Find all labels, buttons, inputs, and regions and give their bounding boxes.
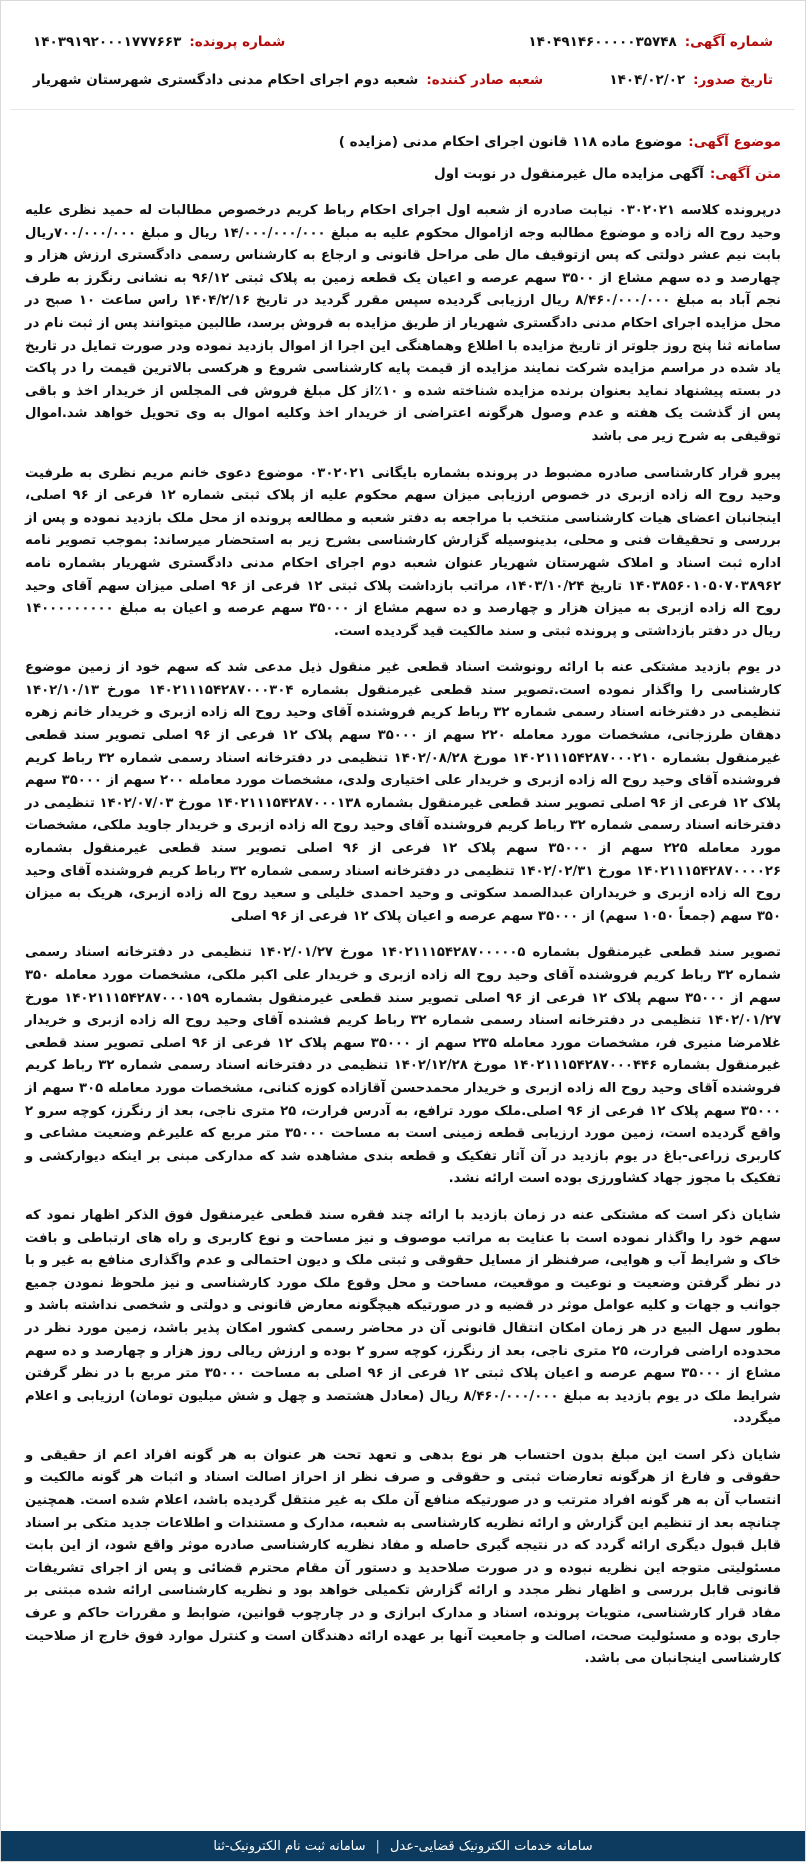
case-number-field: [33, 34, 285, 50]
ad-number-label: شماره آگهی:: [684, 34, 773, 50]
paragraph-valuation: شایان ذکر است که مشتکی عنه در زمان بازدید با ارائه چند فقره سند قطعی غیرمنقول فوق الذکر اظهار نمود که سهم خود را واگذار نموده است با عنایت به مراتب موصوف و نیز مساحت و نوع کاربری و راه های ارتباطی و بافت خاک و شرایط آب و هوایی، صرفنظر از مسایل حقوقی و ثبتی ملک و دیون احتمالی و عدم واگذاری منافع به غیر و با در نظر گرفتن وضعیت و نوعیت و موقعیت، مساحت و محل وقوع ملک مورد کارشناسی و نیز ملحوظ نمودن جمیع جوانب و جهات و کلیه عوامل موثر در قضیه و در صورتیکه هیچگونه معارض قانونی و دولتی و شخصی نداشته باشد و بطور سهل البیع در هر زمان امکان انتقال قانونی آن در محاضر رسمی کشور امکان پذیر باشد، زمین مورد نظر در محدوده اراضی فرارت، ۲۵ متری ناجی، بعد از رنگرز، کوچه سرو ۲ بوده و ارزش ریالی روز هزار و چهارصد و ده سهم مشاع از ۳۵۰۰۰ سهم عرصه و اعیان پلاک ثبتی ۱۲ فرعی از ۹۶ اصلی به مساحت ۳۵۰۰۰ متر مربع با در نظر گرفتن شرایط ملک در یوم بازدید به مبلغ ۸/۴۶۰/۰۰۰/۰۰۰ ریال (معادل هشتصد و چهل و شش میلیون تومان) ارزیابی و اعلام میگردد.: [25, 1207, 782, 1427]
footer-separator: |: [375, 1838, 380, 1854]
ad-number-field: [528, 34, 773, 50]
paragraph-auction-notice: درپرونده کلاسه ۰۳۰۲۰۲۱ نیابت صادره از شعبه اول اجرای احکام رباط کریم درخصوص مطالبات له حمید نظری علیه وحید روح اله زاده و موضوع مطالبه وجه ازاموال محکوم علیه به مبلغ ۱۴/۰۰۰/۰۰۰/۰۰۰ ریال و مبلغ ۷۰۰/۰۰۰/۰۰۰ریال بابت نیم عشر دولتی که پس ازتوقیف مال طی مراحل قانونی و ارجاع به کارشناس رسمی دادگستری ارزش هزار و چهارصد و ده سهم مشاع از ۳۵۰۰ سهم عرصه و اعیان یک قطعه زمین به پلاک ثبتی ۹۶/۱۲ به نشانی رنگرز به طرف نجم آباد به مبلغ ۸/۴۶۰/۰۰۰/۰۰۰ ریال ارزیابی گردیده سپس مقرر گردید در تاریخ ۱۴۰۴/۲/۱۶ راس ساعت ۱۰ صبح در محل مزایده اجرای احکام مدنی دادگستری شهریار از طریق مزایده به فروش برسد، طالبین میتوانند پس از ثبت نام در سامانه ثنا پنج روز جلوتر از تاریخ مزایده با اطلاع وهماهنگی این اجرا از اموال بازدید نموده ودر صورت تمایل در تاریخ یاد شده در مراسم مزایده شرکت نمایند مزایده از قیمت پایه کارشناسی شروع و هرکسی بالاترین قیمت را در پاکت در بسته پیشنهاد نماید بعنوان برنده مزایده شناخته شده و ۱۰٪از کل مبلغ فروش فی المجلس از خریدار اخذ و باقی پس از گذشت یک هفته و عدم وصول هرگونه اعتراضی از خریدار اخذ وکلیه اموال به وی تحویل خواهد شد.اموال توقیفی به شرح زیر می باشد: [25, 203, 782, 444]
header-row-1: [33, 23, 773, 61]
ad-text-value: آگهی مزایده مال غیرمنقول در نوبت اول: [433, 166, 704, 182]
announcement-header: [11, 7, 795, 110]
footer-link-sana[interactable]: سامانه ثبت نام الکترونیک-ثنا: [213, 1838, 366, 1854]
ad-subject-value: موضوع ماده ۱۱۸ قانون اجرای احکام مدنی (مزایده ): [338, 134, 683, 150]
issue-date-field: [609, 72, 773, 88]
issue-date-label: تاریخ صدور:: [693, 72, 773, 88]
paragraph-expert-report: پیرو قرار کارشناسی صادره مضبوط در پرونده بشماره بایگانی ۰۳۰۲۰۲۱ موضوع دعوی خانم مریم نظری به طرفیت وحید روح اله زاده ازبری در خصوص ارزیابی میزان سهم محکوم علیه از پلاک ثبتی شماره ۱۲ فرعی از ۹۶ اصلی، اینجانبان اعضای هیات کارشناسی منتخب با مراجعه به دفتر شعبه و مطالعه پرونده از محل ملک بازدید نموده و پس از بررسی و تحقیقات فنی و محلی، بدینوسیله گزارش کارشناسی بشرح زیر به استحضار میرساند: بموجب تصویر نامه اداره ثبت اسناد و املاک شهرستان شهریار عنوان شعبه دوم اجرای احکام مدنی دادگستری شهریار بشماره نامه ۱۴۰۳۸۵۶۰۱۰۵۰۷۰۳۸۹۶۲ تاریخ ۱۴۰۳/۱۰/۲۴، مراتب بازداشت پلاک ثبتی ۱۲ فرعی از ۹۶ اصلی میزان سهم آقای وحید روح اله زاده ازبری به میزان هزار و چهارصد و ده سهم مشاع از ۳۵۰۰۰ سهم عرصه و اعیان به مبلغ ۱۴۰۰۰۰۰۰۰۰۰ ریال در دفتر بازداشتی و پرونده ثبتی و سند مالکیت قید گردیده است.: [25, 465, 782, 639]
site-footer: [1, 1831, 805, 1861]
ad-subject-label: موضوع آگهی:: [688, 134, 781, 150]
issuing-branch-field: [33, 72, 543, 88]
issue-date-value: ۱۴۰۴/۰۲/۰۲: [609, 72, 686, 88]
issuing-branch-value: شعبه دوم اجرای احکام مدنی دادگستری شهرستان شهریار: [33, 72, 419, 88]
paragraph-disclaimer: شایان ذکر است این مبلغ بدون احتساب هر نوع بدهی و تعهد تحت هر عنوان به هر گونه افراد اعم از حقیقی و حقوقی و فارغ از هرگونه تعارضات ثبتی و حقوقی و صرف نظر از احراز اصالت اسناد و اثبات هر گونه مالکیت و انتساب آن به هر گونه افراد مترتب و در صورتیکه منافع آن ملک به غیر منتقل گردیده باشد، اعلام شده است. همچنین چنانچه بعد از تنظیم این گزارش و ارائه نظریه کارشناسی به شعبه، مدارک و مستندات و اطلاعات جدید متکی بر اسناد قابل قبول دیگری ارائه گردد که در نتیجه گیری حاصله و مفاد نظریه کارشناسی صادره موثر واقع شود، از این بابت مسئولیتی متوجه این نظریه نبوده و در صورت صلاحدید و دستور آن مقام محترم قضائی و پس از اجرای تشریفات قانونی قابل بررسی و اظهار نظر مجدد و ارائه گزارش تکمیلی خواهد بود و نظریه کارشناسی ارائه شده مبتنی بر مفاد قرار کارشناسی، متویات پرونده، اسناد و مدارک ابرازی و در چارچوب قوانین، ضوابط و مقررات حاکم و عرف جاری بوده و مسئولیت صحت، اصالت و جامعیت آنها بر عهده ارائه دهندگان است و کنترل موارد فوق خارج از صلاحیت کارشناسی اینجانبان می باشد.: [25, 1447, 781, 1667]
issuing-branch-label: شعبه صادر کننده:: [426, 72, 544, 88]
case-number-value: ۱۴۰۳۹۱۹۲۰۰۰۱۷۷۷۶۶۳: [33, 34, 182, 50]
footer-link-adl[interactable]: سامانه خدمات الکترونیک قضایی-عدل: [389, 1838, 593, 1854]
ad-text-label: متن آگهی:: [709, 166, 781, 182]
ad-subject: [25, 134, 781, 150]
case-number-label: شماره پرونده:: [189, 34, 286, 50]
ad-number-value: ۱۴۰۴۹۱۴۶۰۰۰۰۰۳۵۷۴۸: [528, 34, 677, 50]
paragraph-transfer-deeds: در یوم بازدید مشتکی عنه با ارائه رونوشت اسناد قطعی غیر منقول ذیل مدعی شد که سهم خود از زمین موضوع کارشناسی را واگذار نموده است.تصویر سند قطعی غیرمنقول بشماره ۱۴۰۲۱۱۱۵۴۲۸۷۰۰۰۳۰۴ مورخ ۱۴۰۲/۱۰/۱۳ تنظیمی در دفترخانه اسناد رسمی شماره ۳۲ رباط کریم فروشنده آقای وحید روح اله زاده ازبری و خریدار خانم زهره دهقان طرزجانی، مشخصات مورد معامله ۲۲۰ سهم از ۳۵۰۰۰ سهم پلاک ۱۲ فرعی از ۹۶ اصلی تصویر سند قطعی غیرمنقول بشماره ۱۴۰۲۱۱۱۵۴۲۸۷۰۰۰۲۱۰ مورخ ۱۴۰۲/۰۸/۲۸ تنظیمی در دفترخانه اسناد رسمی شماره ۳۲ رباط کریم فروشنده آقای وحید روح اله زاده ازبری و خریدار علی اختیاری ولدی، مشخصات مورد معامله ۲۰۰ سهم از ۳۵۰۰۰ سهم پلاک ۱۲ فرعی از ۹۶ اصلی تصویر سند قطعی غیرمنقول بشماره ۱۴۰۲۱۱۱۵۴۲۸۷۰۰۰۱۳۸ مورخ ۱۴۰۲/۰۷/۰۳ تنظیمی در دفترخانه اسناد رسمی شماره ۳۲ رباط کریم فروشنده آقای وحید روح اله زاده ازبری و خریدار جاوید ملکی، مشخصات مورد معامله ۲۲۵ سهم از ۳۵۰۰۰ سهم پلاک ۱۲ فرعی از ۹۶ اصلی تصویر سند قطعی غیرمنقول بشماره ۱۴۰۲۱۱۱۵۴۲۸۷۰۰۰۰۲۶ مورخ ۱۴۰۲/۰۲/۳۱ تنظیمی در دفترخانه اسناد رسمی شماره ۳۲ رباط کریم فروشنده آقای وحید روح اله زاده ازبری و خریداران عبدالصمد سکوتی و وحید احمدی خلیلی و سعید روح اله زاده ازبری، هریک به میزان ۳۵۰ سهم (جمعاً ۱۰۵۰ سهم) از ۳۵۰۰۰ سهم عرصه و اعیان پلاک ۱۲ فرعی از ۹۶ اصلی: [25, 660, 782, 924]
ad-text-heading: [25, 166, 781, 182]
announcement-body: [1, 110, 805, 1671]
paragraph-more-deeds: تصویر سند قطعی غیرمنقول بشماره ۱۴۰۲۱۱۱۵۴۲۸۷۰۰۰۰۰۵ مورخ ۱۴۰۲/۰۱/۲۷ تنظیمی در دفترخانه اسناد رسمی شماره ۳۲ رباط کریم فروشنده آقای وحید روح اله زاده ازبری و خریدار علی اکبر ملکی، مشخصات مورد معامله ۳۵۰ سهم از ۳۵۰۰۰ سهم پلاک ۱۲ فرعی از ۹۶ اصلی تصویر سند قطعی غیرمنقول بشماره ۱۴۰۲۱۱۱۵۴۲۸۷۰۰۰۱۵۹ مورخ ۱۴۰۲/۰۱/۲۷ تنظیمی در دفترخانه اسناد رسمی شماره ۳۲ رباط کریم فشنده آقای وحید روح اله زاده ازبری و خریدار غلامرضا منیری فر، مشخصات مورد معامله ۲۳۵ سهم از ۳۵۰۰۰ سهم پلاک ۱۲ فرعی از ۹۶ اصلی تصویر سند قطعی غیرمنقول بشماره ۱۴۰۲۱۱۱۵۴۲۸۷۰۰۰۴۴۶ مورخ ۱۴۰۲/۱۲/۲۸ تنظیمی در دفترخانه اسناد رسمی شماره ۳۲ رباط کریم فروشنده آقای وحید روح اله زاده ازبری و خریدار محمدحسن آقازاده کوزه کنانی، مشخصات مورد معامله ۳۰۵ سهم از ۳۵۰۰۰ سهم پلاک ۱۲ فرعی از ۹۶ اصلی.ملک مورد ترافع، به آدرس فرارت، ۲۵ متری ناجی، بعد از رنگرز، کوچه سرو ۲ واقع گردیده است، زمین مورد ارزیابی قطعه زمینی است به مساحت ۳۵۰۰۰ متر مربع که علیرغم وضعیت مشاعی و کاربری زراعی-باغ در یوم بازدید در آن آثار تفکیک و قطعه بندی مشاهده شد که مدارکی مبنی بر اینکه دیوارکشی و تفکیک با مجوز جهاد کشاورزی بوده است ارائه نشد.: [25, 945, 782, 1187]
header-row-2: [33, 61, 773, 99]
